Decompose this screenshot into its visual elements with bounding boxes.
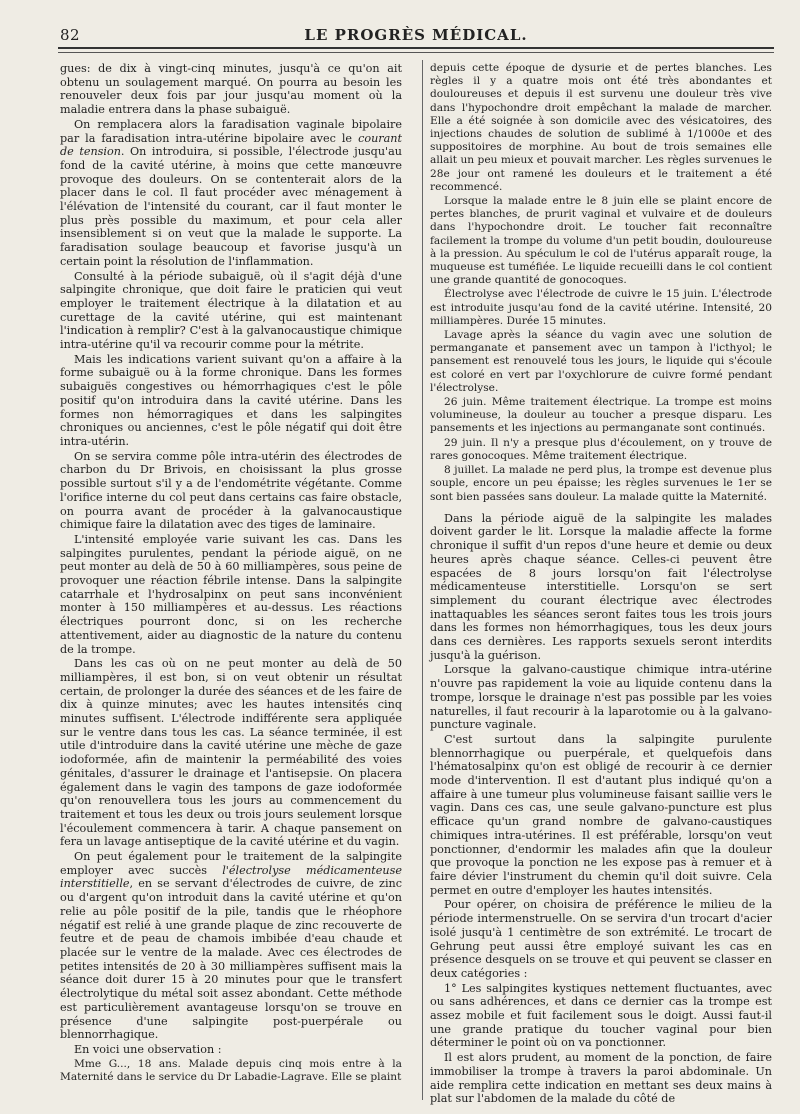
- observation-paragraph: 26 juin. Même traitement électrique. La trompe est moins volumineuse, la douleur au toucher a presque disparu. Les pansements et les injections au permanganate sont continués.: [430, 396, 772, 435]
- paragraph: Mais les indications varient suivant qu'on a affaire à la forme subaiguë ou à la forme chronique. Dans les formes subaiguës congestives ou hémorrhagiques c'est le pôle positif qu'on introduira dans la cavité utérine. Dans les formes non hémorragiques et dans les salpingites chroniques ou anciennes, c'est le pôle négatif qui doit être intra-utérin.: [60, 352, 402, 448]
- paragraph: [60, 118, 402, 269]
- text-run: . On introduira, si possible, l'électrode jusqu'au fond de la cavité utérine, à moins que cette manœuvre provoque des douleurs. On se contenterait alors de la placer dans le col. Il faut procéder avec ménagement à l'élévation de l'intensité du courant, car il faut monter le plus près possible du maximum, et pour cela aller insensiblement si on veut que la malade le supporte. La faradisation soulage beaucoup et favorise jusqu'à un certain point la résolution de l'inflammation.: [60, 145, 402, 268]
- column-divider: [422, 60, 423, 1100]
- observation-paragraph: 29 juin. Il n'y a presque plus d'écoulement, on y trouve de rares gonocoques. Même traitement électrique.: [430, 436, 772, 462]
- paragraph: [60, 850, 402, 1042]
- header-rule-thin: [58, 52, 774, 53]
- text-run: On peut également pour le traitement de la salpingite employer avec succès: [60, 850, 402, 877]
- right-column: [430, 62, 772, 1107]
- observation-paragraph: Lavage après la séance du vagin avec une solution de permanganate et pansement avec un tampon à l'icthyol; le pansement est renouvelé tous les jours, le liquide qui s'écoule est coloré en vert par l'oxychlorure de cuivre formé pendant l'électrolyse.: [430, 329, 772, 394]
- paragraph: gues: de dix à vingt-cinq minutes, jusqu'à ce qu'on ait obtenu un soulagement marqué. On pourra au besoin les renouveler deux fois par jour jusqu'au moment où la maladie entrera dans la phase subaiguë.: [60, 62, 402, 117]
- observation-paragraph: 8 juillet. La malade ne perd plus, la trompe est devenue plus souple, encore un peu épaisse; les règles survenues le 1er se sont bien passées sans douleur. La malade quitte la Maternité.: [430, 464, 772, 503]
- text-run: , en se servant d'électrodes de cuivre, de zinc ou d'argent qu'on introduit dans la cavité utérine et qu'on relie au pôle positif de la pile, tandis que le rhéophore négatif est relié à une grande plaque de zinc recouverte de feutre et de peau de chamois imbibée d'eau chaude et placée sur le ventre de la malade. Avec ces électrodes de petites intensités de 20 à 30 milliampères suffisent mais la séance doit durer 15 à 20 minutes pour que le transfert électrolytique du métal soit assez abondant. Cette méthode est particulièrement avantageuse lorsqu'on se trouve en présence d'une salpingite post-puerpérale ou blennorrhagique.: [60, 877, 402, 1042]
- emphasis: l'électrolyse médicamenteuse interstitielle: [60, 863, 402, 891]
- observation-paragraph: Électrolyse avec l'électrode de cuivre le 15 juin. L'électrode est introduite jusqu'au fond de la cavité utérine. Intensité, 20 milliampères. Durée 15 minutes.: [430, 288, 772, 327]
- observation-paragraph: Lorsque la malade entre le 8 juin elle se plaint encore de pertes blanches, de prurit vaginal et vulvaire et de douleurs dans l'hypochondre droit. Le toucher fait reconnaître facilement la trompe du volume d'un petit boudin, douloureuse à la pression. Au spéculum le col de l'utérus apparaît rouge, la muqueuse est tuméfiée. Le liquide recueilli dans le col contient une grande quantité de gonocoques.: [430, 195, 772, 287]
- emphasis: courant de tension: [60, 131, 402, 159]
- observation-paragraph: depuis cette époque de dysurie et de pertes blanches. Les règles il y a quatre mois ont été très abondantes et douloureuses et depuis il est survenu une douleur très vive dans l'hypochondre droit empêchant la malade de marcher. Elle a été soignée à son domicile avec des vésicatoires, des injections chaudes de solution de sublimé à 1/1000e et des suppositoires de morphine. Au bout de trois semaines elle allait un peu mieux et pouvait marcher. Les règles survenues le 28e jour ont ramené les douleurs et le traitement a été recommencé.: [430, 62, 772, 193]
- paragraph: Dans la période aiguë de la salpingite les malades doivent garder le lit. Lorsque la maladie affecte la forme chronique il suffit d'un repos d'une heure et demie ou deux heures après chaque séance. Celles-ci peuvent être espacées de 8 jours lorsqu'on fait l'électrolyse médicamenteuse interstitielle. Lorsqu'on se sert simplement du courant électrique avec électrodes inattaquables les séances seront faites tous les trois jours dans les formes non hémorrhagiques, tous les deux jours dans ces dernières. Les rapports sexuels seront interdits jusqu'à la guérison.: [430, 511, 772, 662]
- left-column: [60, 62, 402, 1085]
- paragraph: Lorsque la galvano-caustique chimique intra-utérine n'ouvre pas rapidement la voie au liquide contenu dans la trompe, lorsque le drainage n'est pas possible par les voies naturelles, il faut recourir à la laparotomie ou à la galvano-puncture vaginale.: [430, 663, 772, 732]
- paragraph: On se servira comme pôle intra-utérin des électrodes de charbon du Dr Brivois, en choisissant la plus grosse possible surtout s'il y a de l'endométrite végétante. Comme l'orifice interne du col peut dans certains cas faire obstacle, on pourra avant de procéder à la galvanocaustique chimique faire la dilatation avec des tiges de laminaire.: [60, 449, 402, 532]
- paragraph: C'est surtout dans la salpingite purulente blennorrhagique ou puerpérale, et quelquefois dans l'hématosalpinx qu'on est obligé de recourir à ce dernier mode d'intervention. Il est d'autant plus indiqué qu'on a affaire à une tumeur plus volumineuse faisant saillie vers le vagin. Dans ces cas, une seule galvano-puncture est plus efficace qu'un grand nombre de galvano-caustiques chimiques intra-utérines. Il est préférable, lorsqu'on veut ponctionner, d'endormir les malades afin que la douleur que provoque la ponction ne les expose pas à remuer et à faire dévier l'instrument du chemin qu'il doit suivre. Cela permet en outre d'employer les hautes intensités.: [430, 732, 772, 897]
- journal-title: LE PROGRÈS MÉDICAL.: [304, 26, 528, 44]
- paragraph: Il est alors prudent, au moment de la ponction, de faire immobiliser la trompe à travers la paroi abdominale. Un aide remplira cette indication en mettant ses deux mains à plat sur l'abdomen de la malade du côté de: [430, 1051, 772, 1106]
- running-header: [60, 24, 772, 46]
- paragraph: Dans les cas où on ne peut monter au delà de 50 milliampères, il est bon, si on veut obtenir un résultat certain, de prolonger la durée des séances et de les faire de dix à quinze minutes; avec les hautes intensités cinq minutes suffisent. L'électrode indifférente sera appliquée sur le ventre dans tous les cas. La séance terminée, il est utile d'introduire dans la cavité utérine une mèche de gaze iodoformée, afin de maintenir la perméabilité des voies génitales, d'assurer le drainage et l'antisepsie. On placera également dans le vagin des tampons de gaze iodoformée qu'on renouvellera tous les jours au commencement du traitement et tous les deux ou trois jours seulement lorsque l'écoulement commencera à tarir. A chaque pansement on fera un lavage antiseptique de la cavité utérine et du vagin.: [60, 657, 402, 849]
- paragraph: Pour opérer, on choisira de préférence le milieu de la période intermenstruelle. On se servira d'un trocart d'acier isolé jusqu'à 1 centimètre de son extrémité. Le trocart de Gehrung peut aussi être employé suivant les cas en présence desquels on se trouve et qui peuvent se classer en deux catégories :: [430, 898, 772, 980]
- paragraph: Consulté à la période subaiguë, où il s'agit déjà d'une salpingite chronique, que doit faire le praticien qui veut employer le traitement électrique à la dilatation et au curettage de la cavité utérine, qui est maintenant l'indication à remplir? C'est à la galvanocaustique chimique intra-utérine qu'il va recourir comme pour la métrite.: [60, 269, 402, 352]
- text-run: On remplacera alors la faradisation vaginale bipolaire par la faradisation intra-utérine bipolaire avec le: [60, 117, 402, 145]
- page-number: 82: [60, 26, 81, 44]
- paragraph: L'intensité employée varie suivant les cas. Dans les salpingites purulentes, pendant la période aiguë, on ne peut monter au delà de 50 à 60 milliampères, sous peine de provoquer une réaction fébrile intense. Dans la salpingite catarrhale et l'hydrosalpinx on peut sans inconvénient monter à 150 milliampères et au-dessus. Les réactions électriques pourront donc, si on les recherche attentivement, aider au diagnostic de la nature du contenu de la trompe.: [60, 532, 402, 656]
- header-rule: [58, 47, 774, 49]
- paragraph: 1° Les salpingites kystiques nettement fluctuantes, avec ou sans adhérences, et dans ce dernier cas la trompe est assez mobile et fuit facilement sous le doigt. Aussi faut-il une grande pratique du toucher vaginal pour bien déterminer le point où on va ponctionner.: [430, 981, 772, 1050]
- paragraph: En voici une observation :: [74, 1042, 222, 1056]
- observation-paragraph: Mme G..., 18 ans. Malade depuis cinq mois entre à la Maternité dans le service du Dr Labadie-Lagrave. Elle se plaint: [60, 1057, 402, 1083]
